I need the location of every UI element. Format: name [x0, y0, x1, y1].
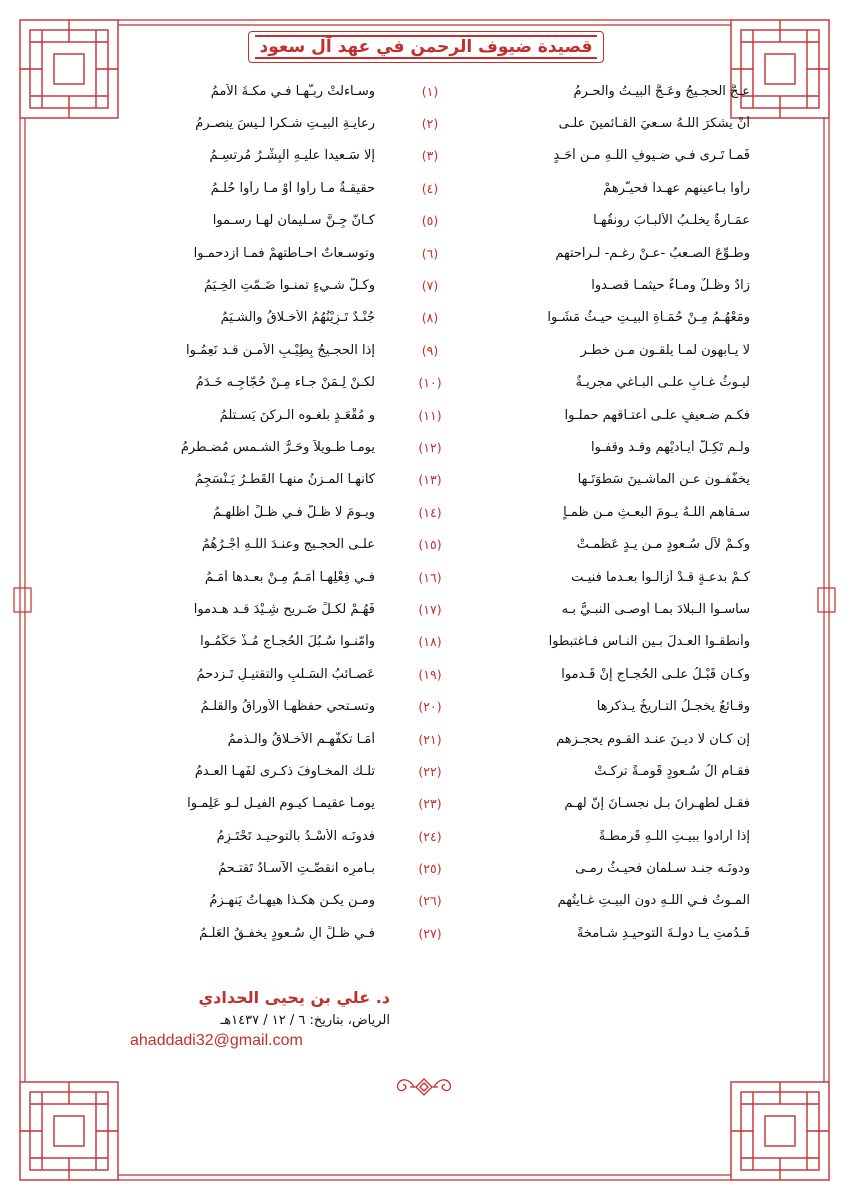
verse-number: (١٨)	[418, 634, 442, 650]
verse-number: (٦)	[421, 245, 439, 261]
first-hemistich: فقـام آلُ سُـعودٍ قَومـةً تركـتْ	[594, 763, 750, 779]
verse-number: (١١)	[418, 407, 442, 423]
first-hemistich: رأوا بـأعينهم عهـداً فحيـّرهمْ	[603, 180, 750, 196]
verse-number: (٤)	[421, 180, 439, 196]
verse-row	[100, 788, 750, 820]
verse-row	[100, 302, 750, 334]
title-banner	[248, 31, 604, 63]
page-title: قصيدة ضيوف الرحمن في عهد آل سعود	[259, 37, 593, 57]
second-hemistich: إذا الحجـيجُ بِطِيْـبِ الأمـنِ قـد نَعِمُـوا	[185, 342, 375, 358]
second-hemistich: أمَـا تكفُّهـم الأخـلاقُ والـذممُ	[227, 731, 375, 747]
first-hemistich: يخفّفـون عـن الماشـينَ سَطْوَتَـها	[577, 472, 750, 488]
first-hemistich: زادٌ وظـلٌ ومـاءٌ حيثمـا قصـدوا	[591, 278, 750, 294]
author-name: د. علي بن يحيى الحدادي	[198, 988, 390, 1007]
verse-number: (٩)	[421, 342, 439, 358]
verse-row	[100, 658, 750, 690]
second-hemistich: رعايـةِ البيـتِ شـكراً لـيسَ ينصـرمُ	[195, 116, 375, 132]
verse-row	[100, 755, 750, 787]
first-hemistich: ومَعْهُـمُ مِـنْ حُمَـاةِ البيـتِ حيـثُ مَشَـوا	[547, 310, 750, 326]
second-hemistich: عَصـائبُ السَـلبِ والتقتيـلِ تَـزدحمُ	[196, 666, 375, 682]
verse-row	[100, 75, 750, 107]
second-hemistich: فـي ظـلِّ آلِ سُـعودٍ يخفـقُ العَلَـمُ	[199, 925, 375, 941]
title-top-rule	[255, 35, 597, 37]
verse-number: (١٤)	[418, 504, 442, 520]
verse-row	[100, 205, 750, 237]
first-hemistich: فقـل لطهـرانَ بـل نجسـانَ إنّ لهـم	[564, 796, 750, 812]
verse-row	[100, 334, 750, 366]
second-hemistich: بـأمرِه انقضّـتِ الآسـادُ تَقتـحمُ	[218, 861, 375, 877]
second-hemistich: جُنْـدٌ تَـزِيْنُهُمُ الأخـلاقُ والشـيَمُ	[220, 310, 375, 326]
verse-row	[100, 723, 750, 755]
first-hemistich: عـجَّ الحجـيجُ وعَـجَّ البيـتُ والحـرمُ	[573, 83, 750, 99]
first-hemistich: المـوتُ فـي اللـهِ دون البيـتِ غـايتُهم	[557, 893, 750, 909]
verse-row	[100, 917, 750, 949]
verse-row	[100, 399, 750, 431]
verse-number: (١٠)	[418, 375, 442, 391]
verse-number: (٢٣)	[418, 796, 442, 812]
verse-row	[100, 690, 750, 722]
first-hemistich: وطُـوِّعَ الصـعبُ -عـنْ رغـمٍ- لـراحتهم	[555, 245, 750, 261]
second-hemistich: فَهُـمْ لكـلِّ ضَـريحٍ شِـيْدَ قـد هـدموا	[193, 601, 375, 617]
first-hemistich: إذا أرادوا ببيـتِ اللـهِ قَرمطـةً	[598, 828, 750, 844]
verse-row	[100, 107, 750, 139]
second-hemistich: ومـن يكـن هكـذا هيهـاتُ يَنهـزمُ	[209, 893, 375, 909]
verse-row	[100, 626, 750, 658]
verse-number: (٥)	[421, 213, 439, 229]
second-hemistich: و مُقْعَـدٍ بلَغـوه الـركنَ يَسـتلمُ	[219, 407, 375, 423]
verse-row	[100, 269, 750, 301]
verse-number: (٢)	[421, 116, 439, 132]
second-hemistich: وكـلُّ شـيءٍ تمنـوا ضَـمّتِ الخِـيَمُ	[204, 278, 375, 294]
verse-row	[100, 431, 750, 463]
first-hemistich: سـقاهم اللـهُ يـومَ البعـثِ مـن ظمـأٍ	[563, 504, 750, 520]
first-hemistich: ساسـوا الـبلادَ بمـا أوصـى النبـيُّ بـه	[561, 601, 750, 617]
second-hemistich: علـى الحجـيجِ وعنـدَ اللـهِ أجْـرُهُمُ	[201, 537, 375, 553]
verse-number: (٣)	[421, 148, 439, 164]
verse-number: (٢٤)	[418, 828, 442, 844]
verse-number: (٨)	[421, 310, 439, 326]
second-hemistich: فدونَـه الأُسْـدُ بالتوحيـد تَحْتَـزِمُ	[216, 828, 375, 844]
verse-row	[100, 237, 750, 269]
first-hemistich: لا يـأبهون لمـا يلقـون مـن خطـر	[580, 342, 750, 358]
poem-verses	[100, 75, 750, 950]
first-hemistich: فَمـا تَـرى فـي ضـيوفِ اللـهِ مـن أحَـدٍ	[553, 148, 750, 164]
verse-number: (٢٥)	[418, 861, 442, 877]
first-hemistich: فَـدُمتِ يـا دولـةَ التوحيـدِ شـامخةً	[576, 925, 750, 941]
verse-number: (٢٢)	[418, 763, 442, 779]
author-email[interactable]: ahaddadi32@gmail.com	[130, 1032, 303, 1049]
verse-row	[100, 464, 750, 496]
second-hemistich: يومـاً عقيمـاً كيـوم الفيـل لـو عَلِمـوا	[187, 796, 375, 812]
first-hemistich: وأنطقـوا العـدلَ بـين النـاس فـاغتبطوا	[548, 634, 750, 650]
verse-number: (١٧)	[418, 601, 442, 617]
second-hemistich: حقيقـةٌ مـا رأوا أوْ مـا رأوا حُلُـمُ	[210, 180, 375, 196]
second-hemistich: فـي فِعْلِهـا أُمَـمٌ مِـنْ بعـدها أُمَـمُ	[204, 569, 375, 585]
verse-number: (٢١)	[418, 731, 442, 747]
first-hemistich: ولـم تَكِـلَّ أيـاديْهم وقـد وقفـوا	[590, 439, 750, 455]
verse-row	[100, 140, 750, 172]
first-hemistich: إن كـان لا ديـنَ عنـد القـوم يحجـزهم	[556, 731, 750, 747]
second-hemistich: ويـومَ لا ظـلَّ فـي ظـلٍّ أظلهـمُ	[212, 504, 375, 520]
first-hemistich: أنْ يشكرَ اللـهُ سـعيَ القـائمينَ علـى	[558, 116, 750, 132]
verse-number: (١)	[421, 83, 439, 99]
verse-number: (١٦)	[418, 569, 442, 585]
verse-number: (١٢)	[418, 439, 442, 455]
decorative-flourish	[395, 1075, 453, 1099]
second-hemistich: وتسـتحي حفظَهـا الأوراقُ والقلـمُ	[200, 699, 375, 715]
second-hemistich: يومـاً طـويلاً وحَـرُّ الشـمسِ مُضـطرمُ	[180, 439, 375, 455]
second-hemistich: إلا سَـعيداً عليـهِ البِشْـرُ مُرتسِـمُ	[209, 148, 375, 164]
second-hemistich: كأنهـا المـزنُ منهـا القَطْـرُ يَـنْسَجِمُ	[194, 472, 375, 488]
second-hemistich: وأمّنـوا سُـبُلَ الحُجـاجِ مُـذْ حَكَمُـوا	[200, 634, 375, 650]
verse-row	[100, 367, 750, 399]
second-hemistich: كـأنّ جِـنَّ سـليمان لهـا رسـموا	[212, 213, 375, 229]
verse-number: (١٩)	[418, 666, 442, 682]
verse-number: (٢٠)	[418, 699, 442, 715]
first-hemistich: ليـوثُ غـابٍ علـى البـاغي مجريـةٌ	[575, 375, 750, 391]
signature-block	[130, 988, 390, 1050]
first-hemistich: ودونَـه جنـد سـلمان فحيـثُ رمـى	[575, 861, 750, 877]
first-hemistich: فكـم ضـعيفٍ علـى أعتـاقهم حملـوا	[564, 407, 750, 423]
verse-row	[100, 561, 750, 593]
second-hemistich: لكـنْ لِـمَنْ جـاء مِـنْ حُجّاجِـه خَـدَمُ	[195, 375, 375, 391]
first-hemistich: وقـائعٌ يخجـلُ التـاريخُ يـذكرها	[596, 699, 750, 715]
verse-row	[100, 852, 750, 884]
verse-row	[100, 820, 750, 852]
verse-row	[100, 172, 750, 204]
second-hemistich: وتوسـعاتٌ احـاطتهمْ فمـا ازدحمـوا	[193, 245, 375, 261]
first-hemistich: وكـان قَبْـلُ علـى الحُجـاجِ إنْ قَـدموا	[561, 666, 750, 682]
first-hemistich: وكـمْ لآل سُـعودٍ مـن يـدٍ عَظُمـتْ	[576, 537, 750, 553]
place-date: الرياض، بتاريخ: ٦ / ١٢ / ١٤٣٧هـ	[220, 1013, 390, 1028]
verse-row	[100, 496, 750, 528]
verse-row	[100, 528, 750, 560]
title-bottom-rule	[255, 57, 597, 59]
first-hemistich: عمَـارةٌ يخلـبُ الألبـابَ رونقُهـا	[593, 213, 750, 229]
verse-row	[100, 593, 750, 625]
verse-number: (٢٦)	[418, 893, 442, 909]
verse-row	[100, 885, 750, 917]
verse-number: (٢٧)	[418, 925, 442, 941]
second-hemistich: وسـاءلتْ ربـَّهـا فـي مكـةَ الأُممُ	[210, 83, 375, 99]
first-hemistich: كـمْ بدعـةٍ قـدْ أزالـوا بعـدما فنيـت	[571, 569, 750, 585]
second-hemistich: تلـك المخـاوفَ ذكـرى لفَهـا العـدمُ	[194, 763, 375, 779]
verse-number: (٧)	[421, 278, 439, 294]
verse-number: (١٣)	[418, 472, 442, 488]
verse-number: (١٥)	[418, 537, 442, 553]
